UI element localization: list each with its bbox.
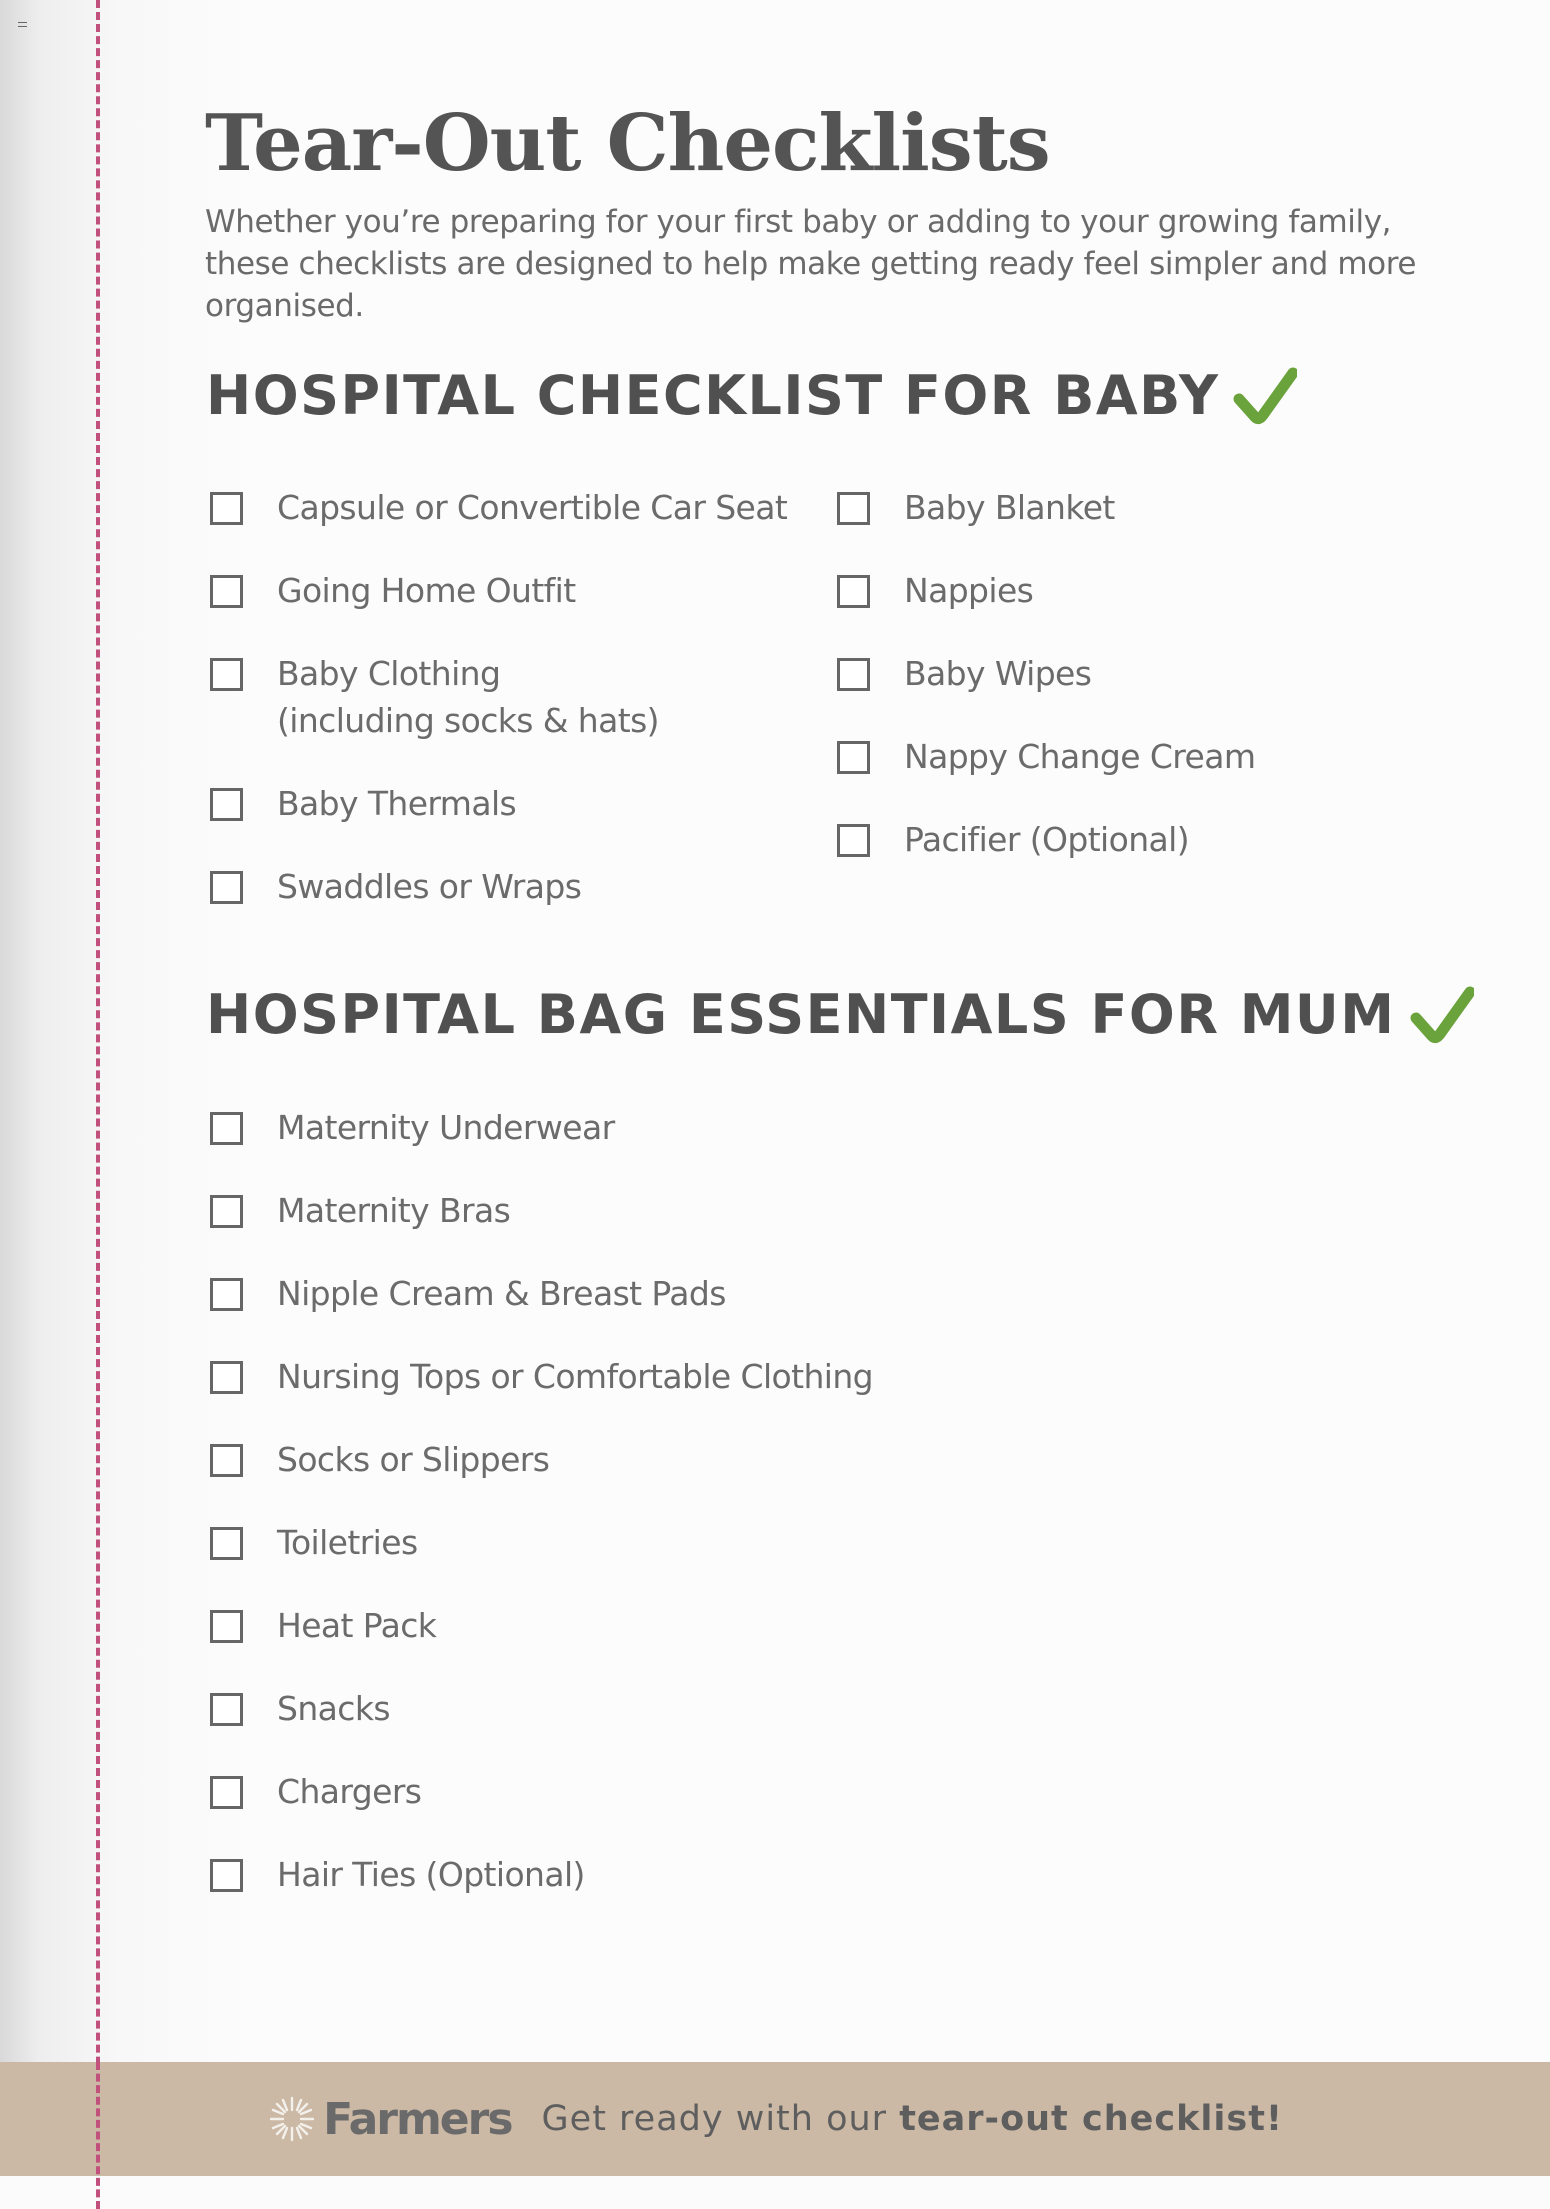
brand-logo <box>267 2094 511 2145</box>
list-item-label: Nursing Tops or Comfortable Clothing <box>277 1357 874 1396</box>
list-item-label: Hair Ties (Optional) <box>277 1855 585 1894</box>
page-bottom-margin <box>0 2176 1550 2209</box>
list-item-label: Pacifier (Optional) <box>904 820 1189 859</box>
list-item[interactable] <box>837 737 1457 780</box>
list-item-label: Swaddles or Wraps <box>277 867 582 906</box>
list-item[interactable] <box>210 1855 1110 1898</box>
baby-checklist-left <box>210 488 830 950</box>
empty-checkbox-icon[interactable] <box>210 1278 243 1311</box>
list-item[interactable] <box>210 488 830 531</box>
list-item[interactable] <box>210 1606 1110 1649</box>
empty-checkbox-icon[interactable] <box>210 871 243 904</box>
footer-banner <box>0 2062 1550 2176</box>
empty-checkbox-icon[interactable] <box>210 658 243 691</box>
mum-section-title <box>206 983 1474 1046</box>
list-item-label: Chargers <box>277 1772 422 1811</box>
list-item[interactable] <box>210 867 830 910</box>
page-title: Tear-Out Checklists <box>205 98 1050 189</box>
empty-checkbox-icon[interactable] <box>210 788 243 821</box>
baby-section-title-text: HOSPITAL CHECKLIST FOR BABY <box>206 364 1220 427</box>
list-item-label: Maternity Underwear <box>277 1108 615 1147</box>
list-item[interactable] <box>210 1440 1110 1483</box>
list-item-label: Socks or Slippers <box>277 1440 550 1479</box>
list-item[interactable] <box>210 1108 1110 1151</box>
list-item[interactable] <box>210 571 830 614</box>
brand-name: Farmers <box>323 2093 512 2145</box>
mum-checklist <box>210 1108 1110 1938</box>
list-item[interactable] <box>210 784 830 827</box>
list-item[interactable] <box>210 654 830 744</box>
list-item[interactable] <box>210 1274 1110 1317</box>
list-item-label: Maternity Bras <box>277 1191 511 1230</box>
list-item-label: Baby Clothing <box>277 654 501 693</box>
empty-checkbox-icon[interactable] <box>210 1693 243 1726</box>
footer-tagline <box>542 2099 1283 2139</box>
check-mark-icon <box>1233 367 1297 425</box>
list-item-label: Capsule or Convertible Car Seat <box>277 488 788 527</box>
empty-checkbox-icon[interactable] <box>210 1859 243 1892</box>
baby-section-title <box>206 364 1297 427</box>
list-item[interactable] <box>210 1689 1110 1732</box>
empty-checkbox-icon[interactable] <box>210 1112 243 1145</box>
list-item-label: Nappies <box>904 571 1034 610</box>
list-item[interactable] <box>210 1523 1110 1566</box>
empty-checkbox-icon[interactable] <box>837 658 870 691</box>
list-item[interactable] <box>210 1191 1110 1234</box>
baby-checklist-right <box>837 488 1457 903</box>
check-mark-icon <box>1410 986 1474 1044</box>
list-item[interactable] <box>210 1772 1110 1815</box>
list-item-label: Baby Blanket <box>904 488 1115 527</box>
page-marker <box>18 22 27 27</box>
list-item-sublabel: (including socks & hats) <box>277 701 659 740</box>
empty-checkbox-icon[interactable] <box>210 1527 243 1560</box>
empty-checkbox-icon[interactable] <box>837 741 870 774</box>
list-item[interactable] <box>837 820 1457 863</box>
tagline-emphasis: tear-out checklist! <box>899 2099 1283 2139</box>
intro-text: Whether you’re preparing for your first baby or adding to your growing family, these checklists are designed to help make getting ready feel simpler and more organised. <box>205 204 1417 324</box>
list-item-label: Baby Wipes <box>904 654 1092 693</box>
mum-section-title-text: HOSPITAL BAG ESSENTIALS FOR MUM <box>206 983 1396 1046</box>
list-item-label: Baby Thermals <box>277 784 517 823</box>
list-item-label: Nappy Change Cream <box>904 737 1256 776</box>
empty-checkbox-icon[interactable] <box>210 1776 243 1809</box>
list-item-label: Heat Pack <box>277 1606 437 1645</box>
empty-checkbox-icon[interactable] <box>837 824 870 857</box>
list-item-label: Toiletries <box>277 1523 418 1562</box>
perforation-line-footer <box>96 2062 100 2209</box>
empty-checkbox-icon[interactable] <box>210 1444 243 1477</box>
list-item-label: Snacks <box>277 1689 390 1728</box>
farmers-sunburst-logo-icon <box>267 2094 317 2144</box>
empty-checkbox-icon[interactable] <box>210 1361 243 1394</box>
list-item-label: Nipple Cream & Breast Pads <box>277 1274 726 1313</box>
empty-checkbox-icon[interactable] <box>210 492 243 525</box>
list-item[interactable] <box>837 654 1457 697</box>
perforation-line <box>96 0 100 2209</box>
empty-checkbox-icon[interactable] <box>210 1195 243 1228</box>
list-item[interactable] <box>210 1357 1110 1400</box>
list-item-label-group <box>277 650 659 744</box>
list-item[interactable] <box>837 571 1457 614</box>
empty-checkbox-icon[interactable] <box>837 575 870 608</box>
empty-checkbox-icon[interactable] <box>210 575 243 608</box>
list-item[interactable] <box>837 488 1457 531</box>
empty-checkbox-icon[interactable] <box>837 492 870 525</box>
tagline-prefix: Get ready with our <box>541 2099 900 2139</box>
empty-checkbox-icon[interactable] <box>210 1610 243 1643</box>
list-item-label: Going Home Outfit <box>277 571 576 610</box>
